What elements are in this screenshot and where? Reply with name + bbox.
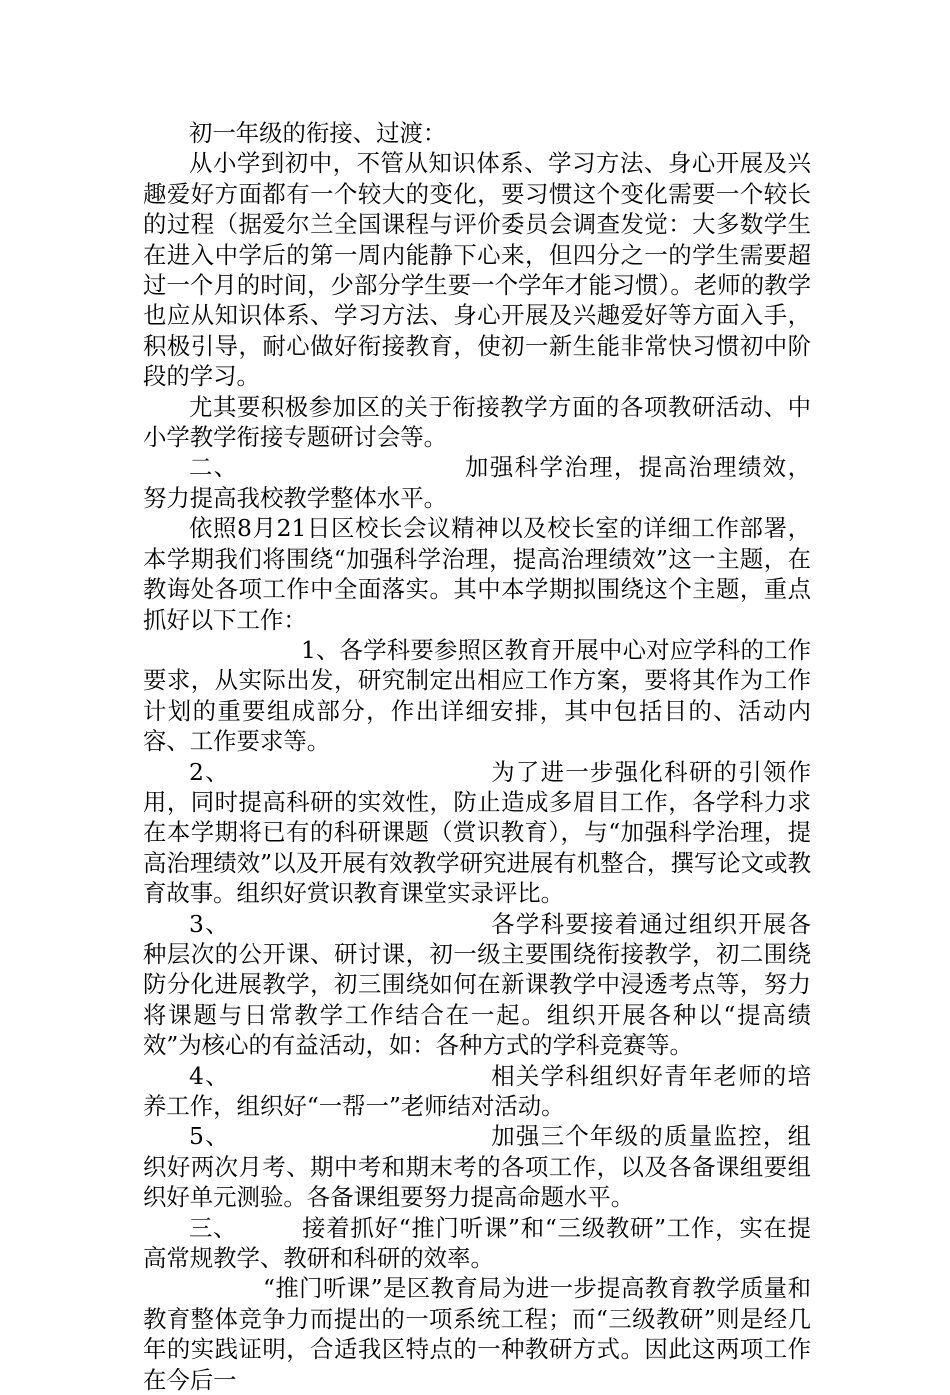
document-body: [143, 118, 811, 1395]
paragraph-transition-intro: 从小学到初中，不管从知识体系、学习方法、身心开展及兴趣爱好方面都有一个较大的变化，要习惯这个变化需要一个较长的过程（据爱尔兰全国课程与评价委员会调查发觉：大多数学生在进入中学后的第一周内能静下心来，但四分之一的学生需要超过一个月的时间，少部分学生要一个学年才能习惯）。老师的教学也应从知识体系、学习方法、身心开展及兴趣爱好等方面入手，积极引导，耐心做好衔接教育，使初一新生能非常快习惯初中阶段的学习。: [143, 149, 811, 391]
list-item-4: 4、 相关学科组织好青年老师的培养工作，组织好“一帮一”老师结对活动。: [143, 1061, 812, 1120]
list-number-3: 3、: [189, 909, 230, 938]
list-item-3: 3、 各学科要接着通过组织开展各种层次的公开课、研讨课，初一级主要围绕衔接教学，初二围绕防分化进展教学，初三围绕如何在新课教学中浸透考点等，努力将课题与日常教学工作结合在一起。组织开展各种以“提高绩效”为核心的有益活动，如：各种方式的学科竞赛等。: [143, 909, 812, 1060]
list-number-5: 5、: [189, 1122, 230, 1151]
list-number-4: 4、: [189, 1061, 230, 1090]
paragraph-seminar: 尤其要积极参加区的关于衔接教学方面的各项教研活动、中小学教学衔接专题研讨会等。: [143, 392, 811, 452]
list-number-2: 2、: [189, 757, 230, 786]
paragraph-management-theme: 依照8月21日区校长会议精神以及校长室的详细工作部署，本学期我们将围绕“加强科学治理，提高治理绩效”这一主题，在教诲处各项工作中全面落实。其中本学期拟围绕这个主题，重点抓好以下工作：: [143, 514, 811, 634]
section-number-three: 三、: [189, 1213, 238, 1242]
section-heading-two: [143, 452, 811, 513]
section-number-two: 二、: [189, 453, 239, 482]
paragraph-transition-heading: 初一年级的衔接、过渡：: [189, 119, 447, 147]
list-item-1: 1、各学科要参照区教育开展中心对应学科的工作要求，从实际出发，研究制定出相应工作方案，要将其作为工作计划的重要组成部分，作出详细安排，其中包括目的、活动内容、工作要求等。: [143, 635, 811, 756]
list-item-5: 5、 加强三个年级的质量监控，组织好两次月考、期中考和期末考的各项工作，以及各备课组要组织好单元测验。各备课组要努力提高命题水平。: [143, 1122, 812, 1212]
section-heading-three: [143, 1213, 811, 1274]
paragraph-door-listening: “推门听课”是区教育局为进一步提高教育教学质量和教育整体竞争力而提出的一项系统工程；而“三级教研”则是经几年的实践证明，合适我区特点的一种教研方式。因此这两项工作在今后一: [143, 1274, 811, 1394]
section-title-two: 加强科学治理，提高治理绩效，努力提高我校教学整体水平。: [143, 453, 811, 512]
list-item-2: 2、 为了进一步强化科研的引领作用，同时提高科研的实效性，防止造成多眉目工作，各学科力求在本学期将已有的科研课题（赏识教育），与“加强科学治理，提高治理绩效”以及开展有效教学研究进展有机整合，撰写论文或教育故事。组织好赏识教育课堂实录评比。: [143, 757, 812, 908]
section-title-three: 接着抓好“推门听课”和“三级教研”工作，实在提高常规教学、教研和科研的效率。: [143, 1213, 812, 1273]
